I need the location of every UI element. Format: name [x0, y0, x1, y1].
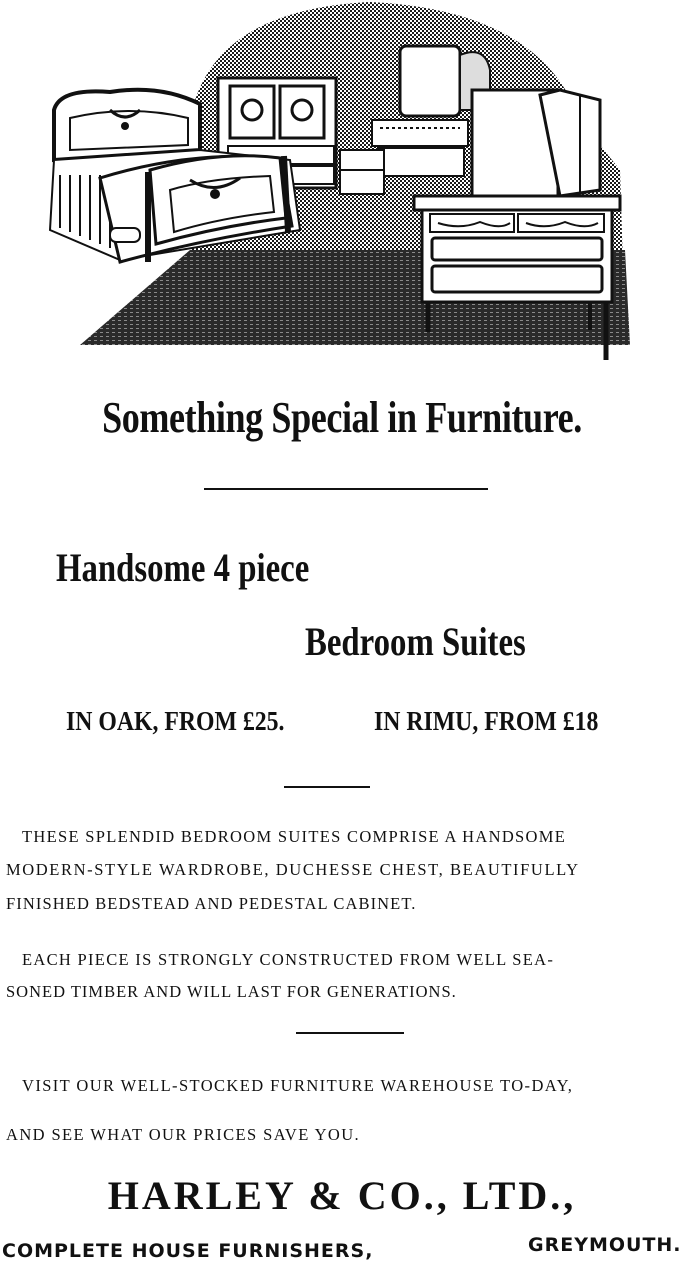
- footer-location: GREYMOUTH.: [528, 1234, 682, 1256]
- description-line: MODERN-STYLE WARDROBE, DUCHESSE CHEST, BEAUTIFULLY: [6, 860, 580, 879]
- headline: Something Special in Furniture.: [102, 393, 582, 442]
- cheval-mirror: [472, 90, 600, 198]
- visit-line: AND SEE WHAT OUR PRICES SAVE YOU.: [6, 1125, 361, 1144]
- quality-line: EACH PIECE IS STRONGLY CONSTRUCTED FROM WELL SEA-: [22, 950, 555, 969]
- offer-line-2: Bedroom Suites: [305, 619, 526, 664]
- price-rimu: IN RIMU, FROM £18: [374, 706, 599, 736]
- divider-rule: [296, 1032, 404, 1034]
- bedroom-suite-illustration: [40, 0, 644, 370]
- quality-line: SONED TIMBER AND WILL LAST FOR GENERATIONS.: [6, 982, 457, 1001]
- divider-rule: [204, 488, 488, 490]
- company-name: HARLEY & CO., LTD.,: [107, 1173, 577, 1218]
- divider-rule: [284, 786, 370, 788]
- offer-line-1: Handsome 4 piece: [56, 545, 310, 590]
- visit-line: VISIT OUR WELL-STOCKED FURNITURE WAREHOUSE TO-DAY,: [22, 1076, 574, 1095]
- price-oak: IN OAK, FROM £25.: [66, 706, 285, 736]
- pedestal-cabinet: [340, 150, 384, 194]
- description-line: THESE SPLENDID BEDROOM SUITES COMPRISE A HANDSOME: [22, 827, 567, 846]
- description-line: FINISHED BEDSTEAD AND PEDESTAL CABINET.: [6, 894, 417, 913]
- footer-tagline: COMPLETE HOUSE FURNISHERS,: [2, 1240, 374, 1262]
